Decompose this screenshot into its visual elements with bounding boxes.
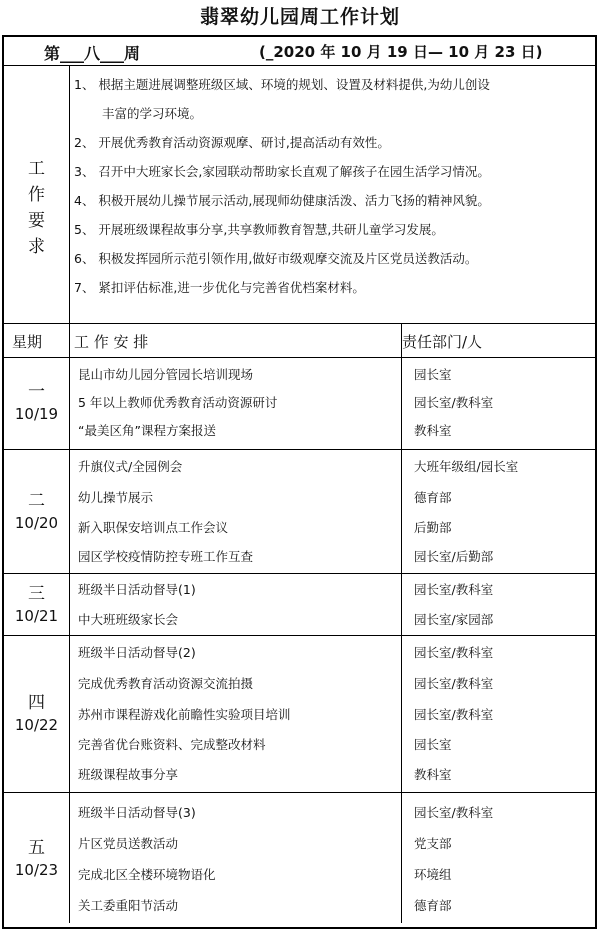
task-responsible: 园长室/教科室 <box>414 805 494 820</box>
task-responsible: 党支部 <box>414 836 452 851</box>
task-responsible: 园长室/教科室 <box>414 645 494 660</box>
task-responsible: 教科室 <box>414 423 452 438</box>
requirements-label-char: 要 <box>28 210 45 231</box>
day-name: 二 <box>28 490 45 511</box>
requirement-item-continued: 丰富的学习环境。 <box>102 106 203 121</box>
task-responsible: 园长室/教科室 <box>414 707 494 722</box>
task-item: 片区党员送教活动 <box>78 836 179 851</box>
day-date: 10/19 <box>14 405 59 423</box>
task-item: 苏州市课程游戏化前瞻性实验项目培训 <box>78 707 291 722</box>
requirement-item: 6、 积极发挥园所示范引领作用,做好市级观摩交流及片区党员送教活动。 <box>74 251 478 266</box>
task-item: 5 年以上教师优秀教育活动资源研讨 <box>78 395 278 410</box>
day-cell <box>4 637 69 790</box>
day-name: 五 <box>28 837 45 858</box>
task-item: 升旗仪式/全园例会 <box>78 459 183 474</box>
task-item: 班级半日活动督导(1) <box>78 582 196 597</box>
day-name: 一 <box>28 382 45 402</box>
task-item: 完成北区全楼环境物语化 <box>78 867 216 882</box>
divider <box>4 357 595 358</box>
task-item: 新入职保安培训点工作会议 <box>78 520 229 535</box>
divider <box>4 792 595 793</box>
page-title: 翡翠幼儿园周工作计划 <box>199 6 400 28</box>
task-item: 园区学校疫情防控专班工作互查 <box>78 549 254 564</box>
divider <box>4 449 595 450</box>
task-responsible: 园长室 <box>414 367 452 382</box>
task-item: 班级课程故事分享 <box>78 767 179 782</box>
day-date: 10/20 <box>14 513 59 532</box>
task-item: “最美区角”课程方案报送 <box>78 423 216 438</box>
day-cell <box>4 794 69 923</box>
requirement-item: 3、 召开中大班家长会,家园联动帮助家长直观了解孩子在园生活学习情况。 <box>74 164 490 179</box>
requirement-item: 1、 根据主题进展调整班级区域、环境的规划、设置及材料提供,为幼儿创设 <box>74 77 490 92</box>
divider <box>401 323 402 923</box>
divider <box>69 65 70 923</box>
task-responsible: 园长室/教科室 <box>414 676 494 691</box>
divider <box>4 65 595 66</box>
day-date: 10/21 <box>14 606 59 625</box>
task-responsible: 德育部 <box>414 490 452 505</box>
header-responsible: 责任部门/人 <box>402 333 483 351</box>
week-number: 第___八___周 <box>44 44 141 63</box>
task-responsible: 环境组 <box>414 867 452 882</box>
requirement-item: 4、 积极开展幼儿操节展示活动,展现师幼健康活泼、活力飞扬的精神风貌。 <box>74 193 490 208</box>
day-date: 10/23 <box>14 860 59 879</box>
task-item: 幼儿操节展示 <box>78 490 154 505</box>
task-responsible: 园长室 <box>414 737 452 752</box>
task-responsible: 园长室/教科室 <box>414 395 494 410</box>
requirements-list <box>74 70 594 302</box>
requirement-item: 5、 开展班级课程故事分享,共享教师教育智慧,共研儿童学习发展。 <box>74 222 444 237</box>
day-name: 四 <box>28 692 45 713</box>
requirements-label-char: 作 <box>28 184 45 205</box>
task-responsible: 德育部 <box>414 898 452 913</box>
requirements-label <box>4 66 69 349</box>
task-responsible: 后勤部 <box>414 520 452 535</box>
day-name: 三 <box>28 583 45 604</box>
header-day: 星期 <box>12 333 43 351</box>
header-work: 工 作 安 排 <box>74 333 149 351</box>
task-responsible: 大班年级组/园长室 <box>414 459 519 474</box>
task-responsible: 教科室 <box>414 767 452 782</box>
divider <box>4 573 595 574</box>
task-item: 中大班班级家长会 <box>78 612 179 627</box>
week-date-range: (_2020 年 10 月 19 日— 10 月 23 日) <box>259 43 543 61</box>
requirement-item: 2、 开展优秀教育活动资源观摩、研讨,提高活动有效性。 <box>74 135 390 150</box>
divider <box>4 323 595 324</box>
requirement-item: 7、 紧扣评估标准,进一步优化与完善省优档案材料。 <box>74 280 365 295</box>
task-item: 昆山市幼儿园分管园长培训现场 <box>78 367 254 382</box>
task-item: 完善省优台账资料、完成整改材料 <box>78 737 266 752</box>
task-responsible: 园长室/家园部 <box>414 612 494 627</box>
task-item: 完成优秀教育活动资源交流拍摄 <box>78 676 254 691</box>
day-date: 10/22 <box>14 715 59 734</box>
divider <box>4 635 595 636</box>
requirements-label-char: 求 <box>28 236 45 257</box>
task-item: 关工委重阳节活动 <box>78 898 179 913</box>
day-cell <box>4 359 69 447</box>
requirements-label-char: 工 <box>28 158 45 179</box>
task-responsible: 园长室/教科室 <box>414 582 494 597</box>
day-cell <box>4 451 69 572</box>
plan-table <box>2 35 597 929</box>
task-responsible: 园长室/后勤部 <box>414 549 494 564</box>
day-cell <box>4 575 69 634</box>
task-item: 班级半日活动督导(3) <box>78 805 196 820</box>
task-item: 班级半日活动督导(2) <box>78 645 196 660</box>
week-row <box>4 37 595 65</box>
